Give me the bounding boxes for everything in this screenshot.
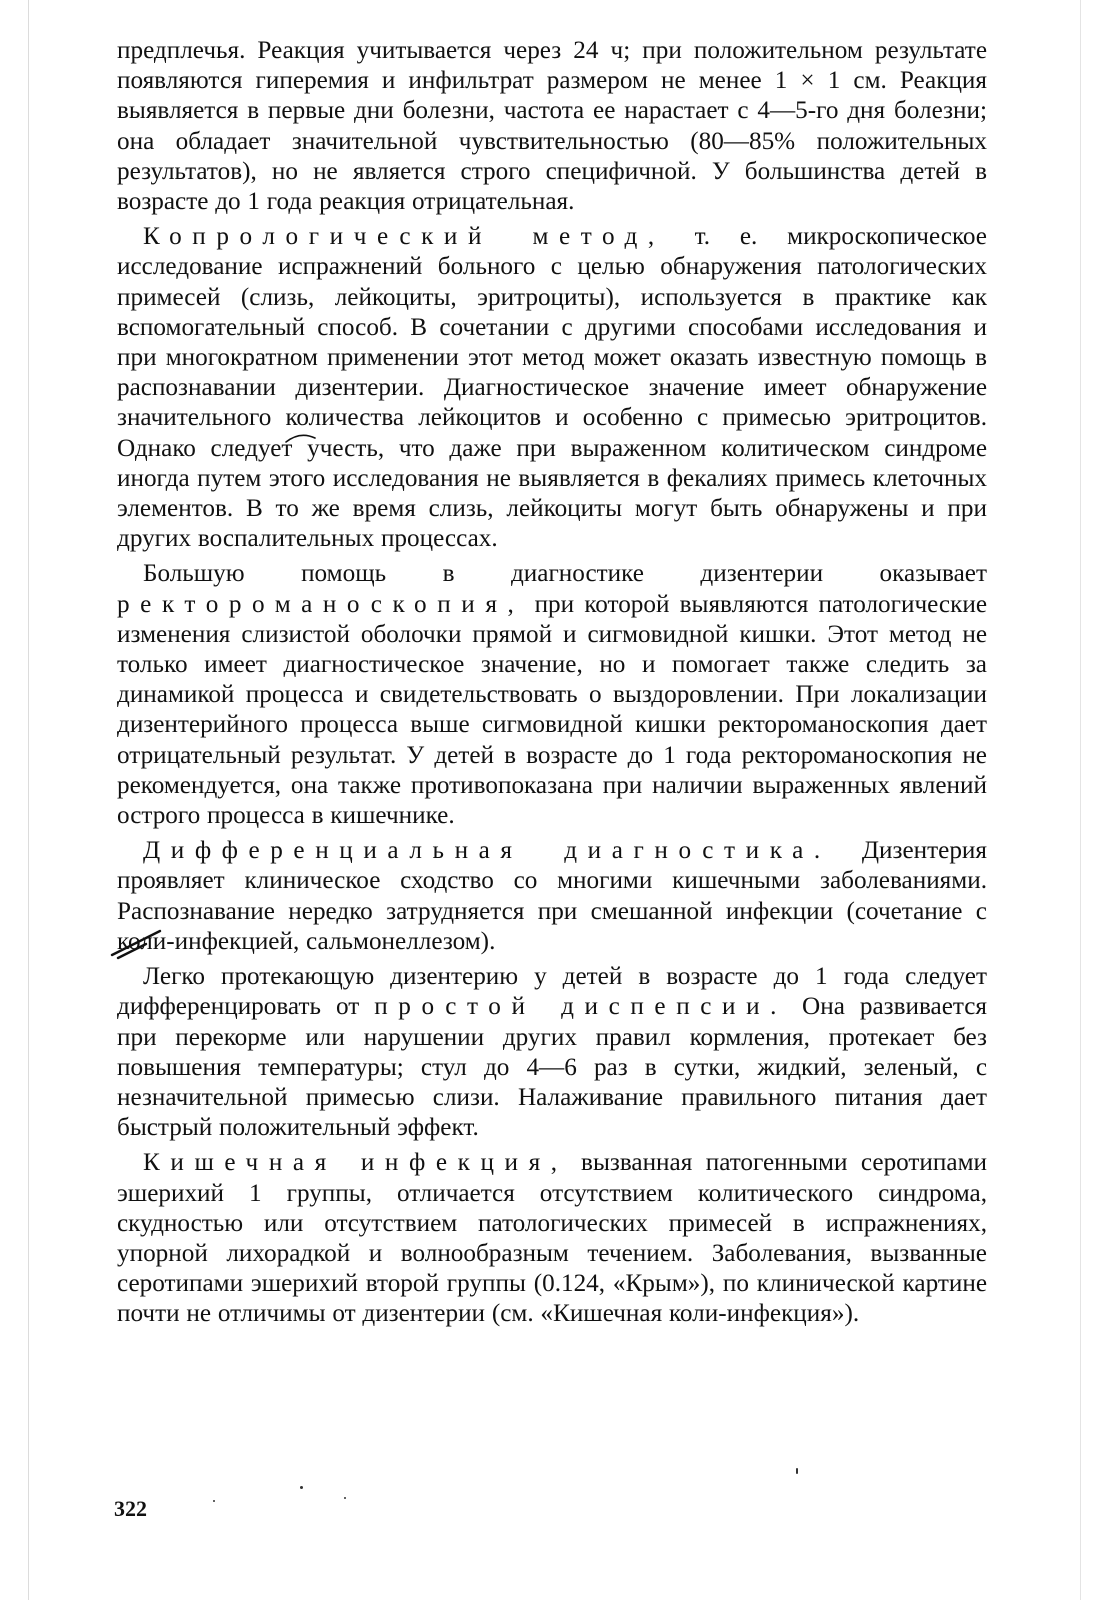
paragraph-text: т. е. микроскопическое исследование испражнений больного с целью обнаружения патологических примесей (слизь, лейкоциты, эритроциты), используется в практике как вспомогательный способ. В сочетании с другими способами исследования и при многократном применении этот метод может оказать известную помощь в распознавании дизентерии. Диагностическое значение имеет обнаружение значительного количества лейкоцитов и особенно с примесью эритроцитов. Однако следует учесть, что даже при выраженном колитическом синдроме иногда путем этого исследования не выявляется в фекалиях примесь клеточных элементов. В то же время слизь, лейкоциты могут быть обнаружены и при других воспалительных процессах.: [117, 223, 987, 553]
paragraph: [117, 559, 987, 831]
spaced-term: Дифференциальная диагностика.: [143, 837, 831, 865]
paragraph-text: при которой выявляются патологические изменения слизистой оболочки прямой и сигмовидной кишки. Этот метод не только имеет диагностическое значение, но и помогает также следить за динамикой процесса и свидетельствовать о выздоровлении. При локализации дизентерийного процесса выше сигмовидной кишки ректороманоскопия дает отрицательный результат. У детей в возрасте до 1 года ректороманоскопия не рекомендуется, она также противопоказана при наличии выраженных явлений острого процесса в кишечнике.: [117, 590, 987, 830]
scan-speck: [796, 1468, 798, 1474]
scan-speck: [344, 1497, 346, 1499]
spaced-term: Копрологический метод,: [143, 223, 665, 251]
paragraph-text: предплечья. Реакция учитывается через 24 ч; при положительном результате появляются гиперемия и инфильтрат размером не менее 1 × 1 см. Реакция выявляется в первые дни болезни, частота ее нарастает с 4—5-го дня болезни; она обладает значительной чувствительностью (80—85% положительных результатов), но не является строго специфичной. У большинства детей в возрасте до 1 года реакция отрицательная.: [117, 37, 987, 216]
paragraph-text: Она развивается при перекорме или нарушении других правил кормления, протекает без повышения температуры; стул до 4—6 раз в сутки, жидкий, зеленый, с незначительной примесью слизи. Налаживание правильного питания дает быстрый положительный эффект.: [117, 993, 987, 1142]
page-right-edge: [1080, 0, 1081, 1600]
body-text: [117, 36, 987, 1335]
spaced-term: Кишечная инфекция,: [143, 1149, 568, 1177]
scan-speck: [300, 1486, 303, 1489]
paragraph: [117, 222, 987, 554]
paragraph: [117, 836, 987, 957]
paragraph: [117, 36, 987, 217]
scan-speck: [213, 1500, 215, 1502]
paragraph: [117, 962, 987, 1143]
paragraph-text: Большую помощь в диагностике дизентерии оказывает: [143, 560, 987, 588]
spaced-term: ректороманоскопия,: [117, 590, 525, 618]
spaced-term: простой диспепсии.: [374, 993, 788, 1021]
paragraph: [117, 1148, 987, 1329]
paragraph-text: Легко протекающую дизентерию у детей в возрасте до 1 года следует дифференцировать от: [117, 963, 987, 1021]
page-number: 322: [114, 1496, 147, 1521]
paragraph-text: вызванная патогенными серотипами эшерихий 1 группы, отличается отсутствием колитического синдрома, скудностью или отсутствием патологических примесей в испражнениях, упорной лихорадкой и волнообразным течением. Заболевания, вызванные серотипами эшерихий второй группы (0.124, «Крым»), по клинической картине почти не отличимы от дизентерии (см. «Кишечная коли-инфекция»).: [117, 1149, 987, 1328]
paragraph-text: Дизентерия проявляет клиническое сходство со многими кишечными заболеваниями. Распознавание нередко затрудняется при смешанной инфекции (сочетание с коли-инфекцией, сальмонеллезом).: [117, 837, 987, 955]
page-left-edge: [28, 0, 29, 1600]
